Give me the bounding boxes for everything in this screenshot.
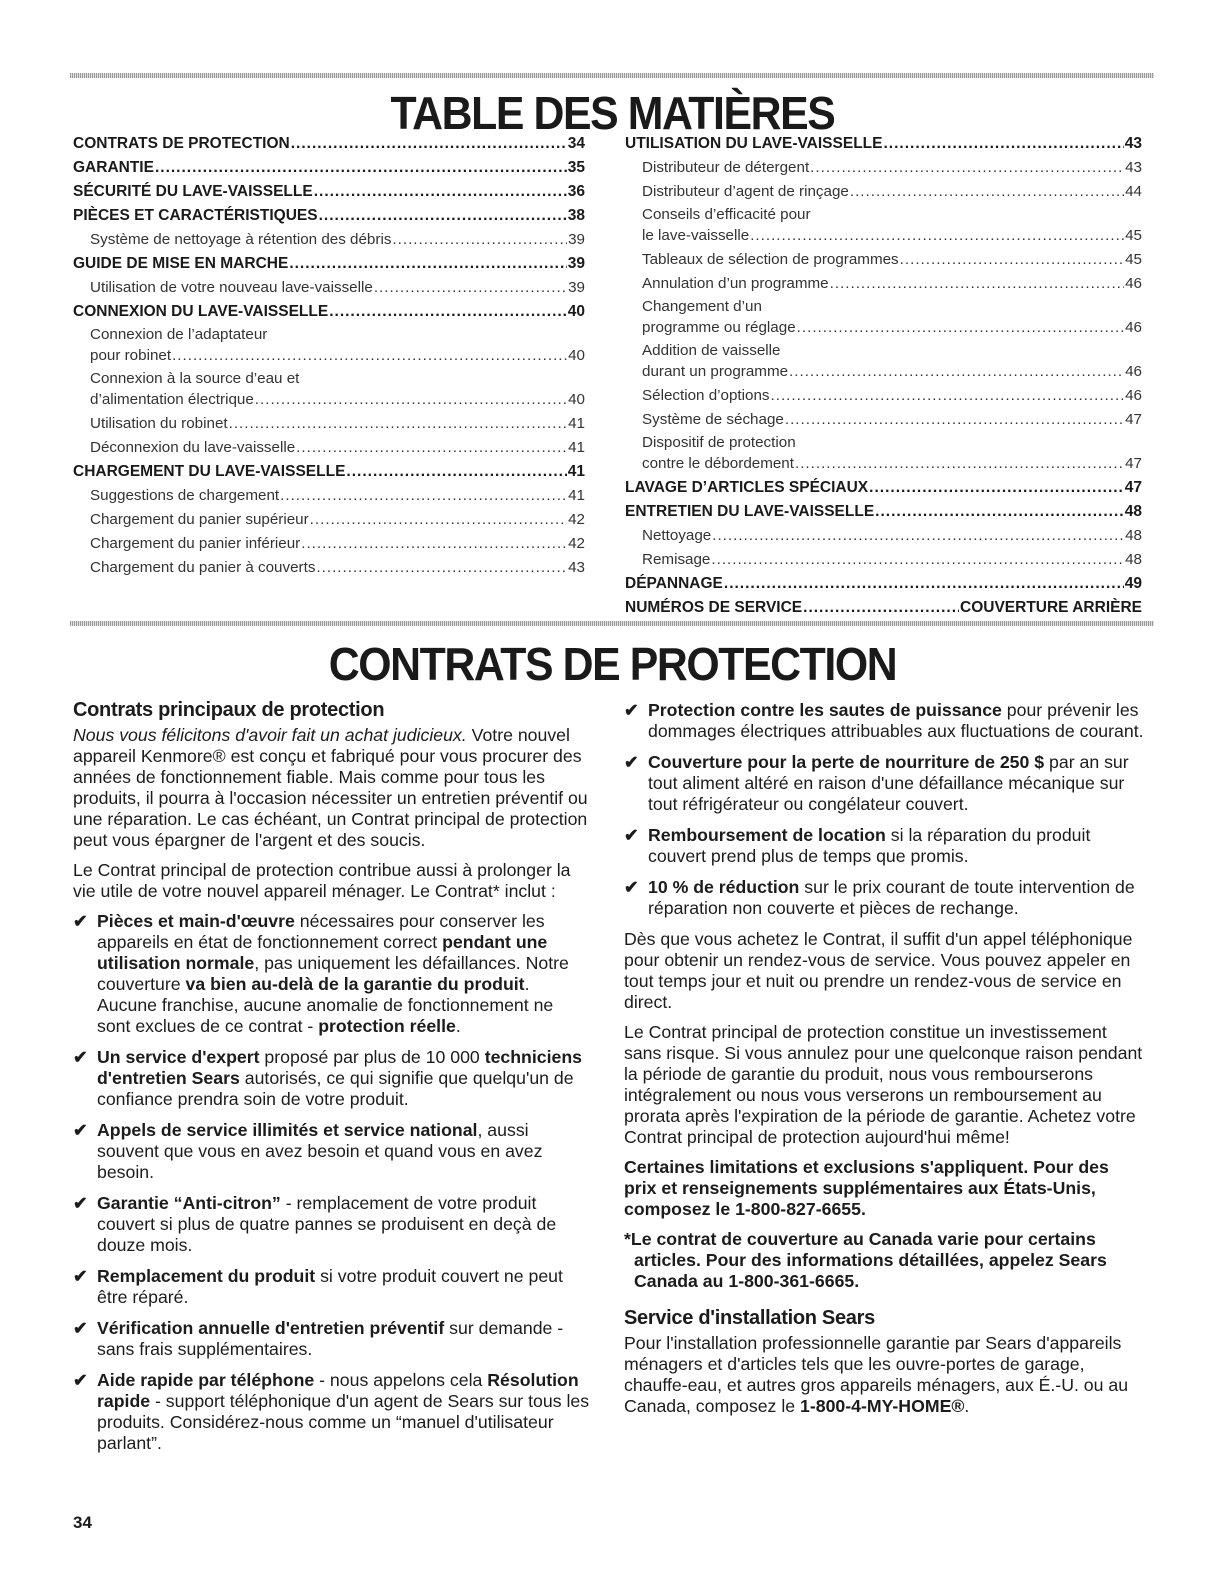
toc-entry xyxy=(73,253,585,277)
toc-entry xyxy=(625,477,1142,501)
toc-entry xyxy=(625,549,1142,573)
toc-leader-dots xyxy=(850,181,1124,203)
toc-entry-label: Nettoyage xyxy=(642,527,712,544)
toc-entry-page: 47 xyxy=(1125,455,1142,472)
toc-entry xyxy=(73,133,585,157)
middle-rule xyxy=(70,621,1154,626)
toc-leader-dots xyxy=(172,345,567,367)
check-icon: ✔ xyxy=(73,911,88,931)
toc-entry xyxy=(625,157,1142,181)
canada-note: *Le contrat de couverture au Canada varie pour certains articles. Pour des informations détaillées, appelez Sears Canada au 1-800-361-6665. xyxy=(624,1229,1107,1291)
toc-entry xyxy=(73,325,585,369)
main-contracts-heading: Contrats principaux de protection xyxy=(73,699,385,721)
toc-entry-label-line1: Connexion de l’adaptateur xyxy=(90,326,268,343)
toc-leader-dots xyxy=(785,409,1124,431)
toc-entry xyxy=(73,277,585,301)
toc-leader-dots xyxy=(280,485,567,507)
toc-entry-page: 48 xyxy=(1125,551,1142,568)
contracts-right-column xyxy=(624,700,1146,1426)
toc-entry-label: DÉPANNAGE xyxy=(625,575,723,592)
toc-entry-label: CONTRATS DE PROTECTION xyxy=(73,135,290,152)
benefit-product-replacement: ✔ Remplacement du produit si votre produit couvert ne peut être réparé. xyxy=(73,1266,563,1307)
check-icon: ✔ xyxy=(73,1318,88,1338)
page-number: 34 xyxy=(73,1513,92,1532)
toc-entry xyxy=(73,437,585,461)
toc-entry-label-line1: Addition de vaisselle xyxy=(642,342,781,359)
toc-leader-dots xyxy=(810,157,1124,179)
toc-entry-label: Chargement du panier inférieur xyxy=(90,535,301,552)
toc-leader-dots xyxy=(795,453,1124,475)
check-icon: ✔ xyxy=(73,1047,88,1067)
toc-entry-label-line1: Connexion à la source d’eau et xyxy=(90,370,300,387)
toc-entry-page: 39 xyxy=(568,231,585,248)
toc-leader-dots xyxy=(255,389,567,411)
toc-entry-page: 39 xyxy=(567,255,585,272)
toc-entry xyxy=(73,369,585,413)
toc-entry-label: Sélection d’options xyxy=(642,387,770,404)
toc-entry-label: GARANTIE xyxy=(73,159,154,176)
toc-leader-dots xyxy=(883,133,1123,155)
toc-entry-label: LAVAGE D’ARTICLES SPÉCIAUX xyxy=(625,479,869,496)
toc-entry xyxy=(73,533,585,557)
toc-entry-page: 41 xyxy=(568,415,585,432)
contracts-title: CONTRATS DE PROTECTION xyxy=(328,638,897,690)
toc-entry xyxy=(625,501,1142,525)
check-icon: ✔ xyxy=(624,700,639,720)
toc-leader-dots xyxy=(869,477,1124,499)
toc-leader-dots xyxy=(724,573,1124,595)
toc-leader-dots xyxy=(830,273,1125,295)
toc-leader-dots xyxy=(329,301,567,323)
toc-entry-label: d’alimentation électrique xyxy=(90,391,254,408)
toc-leader-dots xyxy=(712,525,1124,547)
toc-leader-dots xyxy=(374,277,567,299)
toc-leader-dots xyxy=(771,385,1125,407)
toc-entry-label: Chargement du panier supérieur xyxy=(90,511,309,528)
toc-entry-page: 48 xyxy=(1125,527,1142,544)
toc-leader-dots xyxy=(797,317,1124,339)
toc-entry xyxy=(625,409,1142,433)
toc-entry-page: 34 xyxy=(567,135,585,152)
toc-entry xyxy=(625,133,1142,157)
toc-entry-page: 43 xyxy=(568,559,585,576)
toc-leader-dots xyxy=(875,501,1124,523)
appointment-paragraph: Dès que vous achetez le Contrat, il suffit d'un appel téléphonique pour obtenir un rendez-vous de service. Vous pouvez appeler en tout temps jour et nuit ou prendre un rendez-vous de service en direct. xyxy=(624,929,1133,1012)
toc-entry-label: Système de séchage xyxy=(642,411,784,428)
intro-paragraph: Nous vous félicitons d'avoir fait un achat judicieux. Votre nouvel appareil Kenmore® est conçu et fabriqué pour vous procurer des années de fonctionnement fiable. Mais comme pour tous les produits, il pourra à l'occasion nécessiter un entretien préventif ou une réparation. Le cas échéant, un Contrat principal de protection peut vous épargner de l'argent et des soucis. xyxy=(73,725,588,850)
toc-leader-dots xyxy=(803,597,959,619)
toc-entry-page: 42 xyxy=(568,535,585,552)
toc-entry-label: Chargement du panier à couverts xyxy=(90,559,316,576)
toc-leader-dots xyxy=(155,157,567,179)
toc-entry-page: 40 xyxy=(567,303,585,320)
toc-entry xyxy=(625,525,1142,549)
toc-entry-label: NUMÉROS DE SERVICE xyxy=(625,599,803,616)
toc-entry xyxy=(73,301,585,325)
check-icon: ✔ xyxy=(624,877,639,897)
toc-leader-dots xyxy=(392,229,567,251)
toc-entry-label: CONNEXION DU LAVE-VAISSELLE xyxy=(73,303,329,320)
toc-entry-page: 47 xyxy=(1124,479,1142,496)
toc-entry-label: le lave-vaisselle xyxy=(642,227,750,244)
toc-entry-page: 46 xyxy=(1125,319,1142,336)
toc-entry-label: pour robinet xyxy=(90,347,172,364)
toc-entry xyxy=(73,509,585,533)
toc-entry-label: Remisage xyxy=(642,551,711,568)
toc-entry-label: ENTRETIEN DU LAVE-VAISSELLE xyxy=(625,503,875,520)
toc-leader-dots xyxy=(301,533,567,555)
toc-entry-label: UTILISATION DU LAVE-VAISSELLE xyxy=(625,135,883,152)
toc-entry xyxy=(73,229,585,253)
toc-entry-label: Utilisation de votre nouveau lave-vaisselle xyxy=(90,279,373,296)
check-icon: ✔ xyxy=(73,1370,88,1390)
benefit-power-surge: ✔ Protection contre les sautes de puissance pour prévenir les dommages électriques attribuables aux fluctuations de courant. xyxy=(624,700,1144,741)
toc-entry xyxy=(73,157,585,181)
toc-entry xyxy=(625,249,1142,273)
check-icon: ✔ xyxy=(624,825,639,845)
toc-entry-label: contre le débordement xyxy=(642,455,794,472)
check-icon: ✔ xyxy=(73,1120,88,1140)
toc-entry-page: 46 xyxy=(1125,387,1142,404)
installation-heading: Service d'installation Sears xyxy=(624,1307,875,1329)
toc-entry xyxy=(73,205,585,229)
toc-entry xyxy=(625,341,1142,385)
toc-entry-page: COUVERTURE ARRIÈRE xyxy=(960,599,1142,616)
toc-entry-label: Distributeur de détergent xyxy=(642,159,810,176)
contracts-left-column xyxy=(73,700,591,1464)
toc-entry xyxy=(625,385,1142,409)
toc-entry-page: 41 xyxy=(568,487,585,504)
toc-entry-page: 40 xyxy=(568,391,585,408)
toc-entry xyxy=(625,205,1142,249)
installation-paragraph: Pour l'installation professionnelle garantie par Sears d'appareils ménagers et d'articles tels que les ouvre-portes de garage, chauffe-eau, et autres gros appareils ménagers, aux É.-U. ou au Canada, composez le 1-800-4-MY-HOME®. xyxy=(624,1333,1129,1416)
benefit-annual-check: ✔ Vérification annuelle d'entretien préventif sur demande - sans frais supplémentaires. xyxy=(73,1318,564,1359)
toc-entry xyxy=(73,181,585,205)
toc-entry-page: 36 xyxy=(567,183,585,200)
toc-entry-page: 38 xyxy=(567,207,585,224)
toc-entry-page: 41 xyxy=(567,463,585,480)
toc-entry-label-line1: Conseils d’efficacité pour xyxy=(642,206,811,223)
toc-leader-dots xyxy=(346,461,566,483)
benefit-unlimited-calls: ✔ Appels de service illimités et service national, aussi souvent que vous en avez besoin et quand vous en avez besoin. xyxy=(73,1120,543,1182)
check-icon: ✔ xyxy=(73,1266,88,1286)
toc-entry-page: 43 xyxy=(1125,159,1142,176)
benefit-phone-help: ✔ Aide rapide par téléphone - nous appelons cela Résolution rapide - support téléphonique d'un agent de Sears sur tous les produits. Considérez-nous comme un “manuel d'utilisateur parlant”. xyxy=(73,1370,590,1453)
toc-entry xyxy=(73,485,585,509)
top-rule xyxy=(70,73,1154,78)
toc-entry xyxy=(625,573,1142,597)
toc-leader-dots xyxy=(296,437,567,459)
toc-entry-page: 45 xyxy=(1125,251,1142,268)
toc-leader-dots xyxy=(900,249,1124,271)
toc-leader-dots xyxy=(291,133,567,155)
toc-entry xyxy=(625,433,1142,477)
toc-entry-label: Système de nettoyage à rétention des débris xyxy=(90,231,392,248)
toc-leader-dots xyxy=(229,413,567,435)
toc-entry xyxy=(73,557,585,581)
benefit-expert-service: ✔ Un service d'expert proposé par plus de 10 000 techniciens d'entretien Sears autorisés, ce qui signifie que quelqu'un de confiance prendra soin de votre produit. xyxy=(73,1047,583,1109)
toc-leader-dots xyxy=(711,549,1124,571)
toc-entry-page: 42 xyxy=(568,511,585,528)
toc-entry xyxy=(625,181,1142,205)
toc-title: TABLE DES MATIÈRES xyxy=(390,87,835,139)
toc-entry xyxy=(625,297,1142,341)
toc-right-column xyxy=(625,133,1142,621)
risk-free-paragraph: Le Contrat principal de protection constitue un investissement sans risque. Si vous annulez pour une quelconque raison pendant la période de garantie du produit, nous vous rembourserons intégralement ou nous vous verserons un remboursement au prorata après l'expiration de la période de garantie. Achetez votre Contrat principal de protection aujourd'hui même! xyxy=(624,1022,1143,1147)
toc-entry-label: CHARGEMENT DU LAVE-VAISSELLE xyxy=(73,463,346,480)
toc-entry-page: 35 xyxy=(567,159,585,176)
toc-entry-page: 44 xyxy=(1125,183,1142,200)
toc-entry-label: SÉCURITÉ DU LAVE-VAISSELLE xyxy=(73,183,313,200)
toc-left-column xyxy=(73,133,585,581)
toc-entry-page: 43 xyxy=(1124,135,1142,152)
includes-paragraph: Le Contrat principal de protection contribue aussi à prolonger la vie utile de votre nouvel appareil ménager. Le Contrat* inclut : xyxy=(73,860,571,901)
toc-entry xyxy=(73,413,585,437)
toc-entry-page: 47 xyxy=(1125,411,1142,428)
toc-entry xyxy=(625,273,1142,297)
check-icon: ✔ xyxy=(73,1193,88,1213)
toc-leader-dots xyxy=(310,509,567,531)
toc-entry-page: 39 xyxy=(568,279,585,296)
toc-entry-page: 46 xyxy=(1125,275,1142,292)
toc-entry-page: 45 xyxy=(1125,227,1142,244)
limitations-note: Certaines limitations et exclusions s'appliquent. Pour des prix et renseignements supplémentaires aux États-Unis, composez le 1-800-827-6655. xyxy=(624,1157,1109,1219)
toc-entry-page: 48 xyxy=(1124,503,1142,520)
toc-leader-dots xyxy=(319,205,567,227)
toc-entry xyxy=(625,597,1142,621)
toc-entry-label: PIÈCES ET CARACTÉRISTIQUES xyxy=(73,207,318,224)
benefit-lemon-guarantee: ✔ Garantie “Anti-citron” - remplacement de votre produit couvert si plus de quatre pannes se produisent en deçà de douze mois. xyxy=(73,1193,557,1255)
benefit-rental-refund: ✔ Remboursement de location si la réparation du produit couvert prend plus de temps que promis. xyxy=(624,825,1091,866)
benefit-parts-labor: ✔ Pièces et main-d'œuvre nécessaires pour conserver les appareils en état de fonctionnement correct pendant une utilisation normale, pas uniquement les défaillances. Notre couverture va bien au-delà de la garantie du produit. Aucune franchise, aucune anomalie de fonctionnement ne sont exclues de ce contrat - protection réelle. xyxy=(73,911,569,1036)
benefit-food-loss: ✔ Couverture pour la perte de nourriture de 250 $ par an sur tout aliment altéré en raison d'une défaillance mécanique sur tout réfrigérateur ou congélateur couvert. xyxy=(624,752,1129,814)
toc-entry-label: durant un programme xyxy=(642,363,789,380)
toc-entry-label: GUIDE DE MISE EN MARCHE xyxy=(73,255,289,272)
benefit-discount: ✔ 10 % de réduction sur le prix courant de toute intervention de réparation non couverte et pièces de rechange. xyxy=(624,877,1135,918)
toc-entry-label: Distributeur d’agent de rinçage xyxy=(642,183,849,200)
toc-entry-label: Suggestions de chargement xyxy=(90,487,280,504)
toc-entry-page: 49 xyxy=(1124,575,1142,592)
toc-entry-page: 46 xyxy=(1125,363,1142,380)
toc-entry-label: Utilisation du robinet xyxy=(90,415,228,432)
toc-entry-label-line1: Dispositif de protection xyxy=(642,434,796,451)
toc-entry-label: Déconnexion du lave-vaisselle xyxy=(90,439,296,456)
toc-leader-dots xyxy=(316,557,567,579)
toc-entry-page: 41 xyxy=(568,439,585,456)
toc-entry-page: 40 xyxy=(568,347,585,364)
check-icon: ✔ xyxy=(624,752,639,772)
toc-entry-label: Annulation d’un programme xyxy=(642,275,829,292)
toc-entry-label: programme ou réglage xyxy=(642,319,796,336)
toc-leader-dots xyxy=(289,253,566,275)
toc-leader-dots xyxy=(314,181,567,203)
toc-entry xyxy=(73,461,585,485)
toc-leader-dots xyxy=(789,361,1124,383)
toc-entry-label: Tableaux de sélection de programmes xyxy=(642,251,899,268)
toc-entry-label-line1: Changement d’un xyxy=(642,298,762,315)
toc-leader-dots xyxy=(750,225,1124,247)
